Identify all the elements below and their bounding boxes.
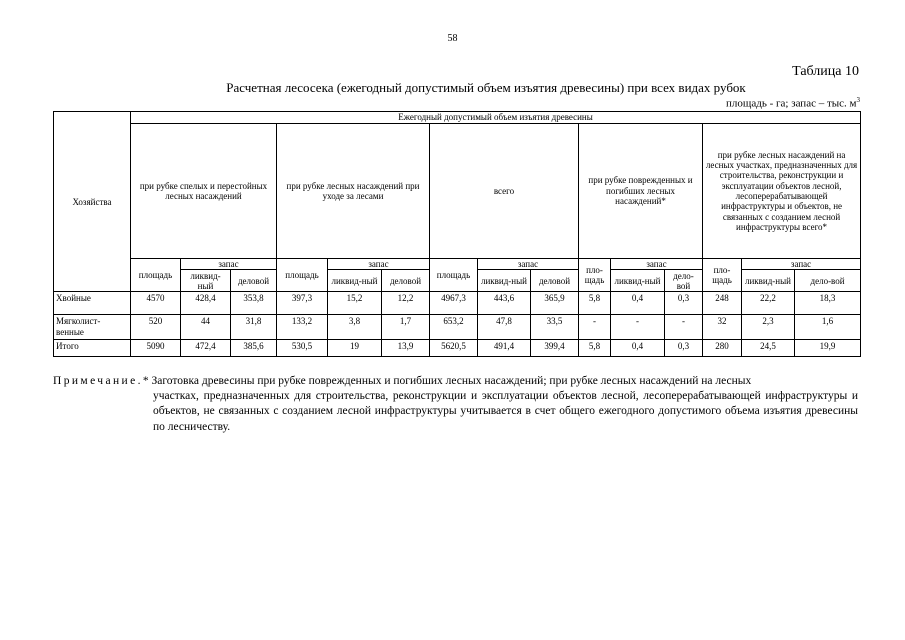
table-row [54,292,861,315]
header-business: деловой [382,270,430,292]
cell: 22,2 [742,292,795,315]
cell: 44 [181,315,231,340]
table-row [54,315,861,340]
group-construction-felling: при рубке лесных насаждений на лесных участках, предназначенных для строительства, реконструкции и эксплуатации объектов лесной, лесоперерабатывающей инфраструктуры и объектов, не связанных с созданием лесной инфраструктуры всего* [703,124,861,259]
header-area: площадь [131,259,181,292]
header-stock: запас [742,259,861,270]
header-liquid: ликвид-ный [181,270,231,292]
header-area: площадь [277,259,328,292]
cell: 491,4 [478,340,531,357]
header-area: площадь [430,259,478,292]
cell: 248 [703,292,742,315]
header-liquid: ликвид-ный [328,270,382,292]
group-care-felling: при рубке лесных насаждений при уходе за лесами [277,124,430,259]
cell: 5,8 [579,292,611,315]
cell: - [611,315,665,340]
page-number: 58 [447,33,458,44]
cell: 32 [703,315,742,340]
cell: 653,2 [430,315,478,340]
table-title: Расчетная лесосека (ежегодный допустимый объем изъятия древесины) при всех видах рубок [226,80,746,95]
col-header-farms: Хозяйства [54,112,131,292]
row-name: Мягколист-венные [54,315,131,340]
header-liquid: ликвид-ный [742,270,795,292]
cell: 47,8 [478,315,531,340]
cell: 1,7 [382,315,430,340]
cell: 0,3 [665,340,703,357]
cell: 353,8 [231,292,277,315]
cell: 0,4 [611,340,665,357]
cell: 31,8 [231,315,277,340]
header-stock: запас [611,259,703,270]
footnote-label: Примечание. [53,375,143,387]
footnote [53,374,858,435]
header-liquid: ликвид-ный [478,270,531,292]
cell: 4570 [131,292,181,315]
units-superscript: 3 [856,96,860,104]
header-liquid: ликвид-ный [611,270,665,292]
row-name: Итого [54,340,131,357]
header-area: пло-щадь [579,259,611,292]
cell: 0,4 [611,292,665,315]
cell: 397,3 [277,292,328,315]
header-business: дело-вой [665,270,703,292]
group-total: всего [430,124,579,259]
header-stock: запас [181,259,277,270]
header-stock: запас [328,259,430,270]
cell: 280 [703,340,742,357]
group-mature-felling: при рубке спелых и перестойных лесных насаждений [131,124,277,259]
cell: 428,4 [181,292,231,315]
cell: 13,9 [382,340,430,357]
header-business: деловой [531,270,579,292]
footnote-first-line [53,374,858,389]
row-name: Хвойные [54,292,131,315]
group-header: Ежегодный допустимый объем изъятия древесины [131,112,861,124]
cell: - [579,315,611,340]
cell: 530,5 [277,340,328,357]
cell: 4967,3 [430,292,478,315]
table-label: Таблица 10 [792,64,859,79]
cell: 33,5 [531,315,579,340]
cell: 12,2 [382,292,430,315]
cell: 365,9 [531,292,579,315]
cell: 385,6 [231,340,277,357]
cell: 15,2 [328,292,382,315]
header-business: дело-вой [795,270,861,292]
cell: 3,8 [328,315,382,340]
units-note [726,96,860,110]
cell: 133,2 [277,315,328,340]
cell: 1,6 [795,315,861,340]
header-area: пло-щадь [703,259,742,292]
cell: 24,5 [742,340,795,357]
units-text: площадь - га; запас – тыс. м [726,97,857,110]
header-business: деловой [231,270,277,292]
header-stock: запас [478,259,579,270]
table-row [54,340,861,357]
felling-table [53,111,861,357]
cell: 443,6 [478,292,531,315]
cell: 472,4 [181,340,231,357]
cell: 520 [131,315,181,340]
cell: 399,4 [531,340,579,357]
cell: 18,3 [795,292,861,315]
cell: 5,8 [579,340,611,357]
cell: 2,3 [742,315,795,340]
cell: 5090 [131,340,181,357]
cell: 0,3 [665,292,703,315]
group-damaged-felling: при рубке поврежденных и погибших лесных насаждений* [579,124,703,259]
cell: - [665,315,703,340]
footnote-continuation: участках, предназначенных для строительства, реконструкции и эксплуатации объектов лесной, лесоперерабатывающей инфраструктуры и объектов, не связанных с созданием лесной инфраструктуры учитывается в счет общего ежегодного допустимого объема изъятия древесины по лесничеству. [153,390,858,433]
footnote-first-text: * Заготовка древесины при рубке поврежденных и погибших лесных насаждений; при рубке лесных насаждений на лесных [142,375,752,387]
cell: 19 [328,340,382,357]
cell: 5620,5 [430,340,478,357]
cell: 19,9 [795,340,861,357]
